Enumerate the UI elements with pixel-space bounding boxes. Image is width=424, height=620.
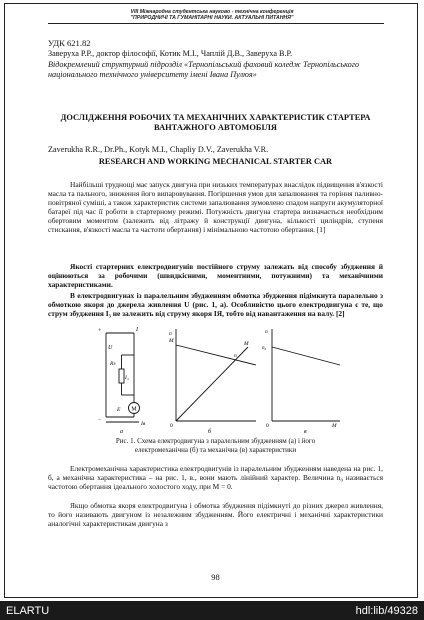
label-c: в bbox=[304, 429, 307, 435]
torque-line-b bbox=[176, 347, 248, 421]
title-en: RESEARCH AND WORKING MECHANICAL STARTER CAR bbox=[98, 157, 333, 166]
label-iya: Iя bbox=[141, 421, 146, 427]
conference-line-1: VIII Міжнародна студентська науково - технічна конференція bbox=[130, 9, 294, 15]
paragraph-1: Найбільші труднощі має запуск двигуна при низьких температурах внаслідок підвищення в'язкості масла та пального, зниження його випаровування. Погіршення умов для запалювання та горіння паливно-повітряної суміші, а також характеристик системи запалювання зумовлено спадом напруги акумуляторної батареї під час її роботи в стартерному режимі. Потужність двигуна стартера визначається необхідним обертовим моментом (залежить від літражу й конструкції двигуна, кількості циліндрів, ступеня стискання, в'язкості масла та частоти обертання) і мінімальною частотою обертання. [1] bbox=[48, 180, 383, 234]
footer-repository-name: ELARTU bbox=[6, 605, 50, 617]
figure-1 bbox=[84, 325, 344, 435]
axis-label-n-c: n bbox=[265, 329, 268, 335]
origin-b: 0 bbox=[170, 423, 173, 429]
label-i: I bbox=[136, 327, 138, 333]
paragraph-2: Якості стартерних електродвигунів постійного струму залежать від способу збудження й оцінюються за робочими (швидкісними, моментними, потужними) та механічними характеристиками. bbox=[48, 262, 383, 289]
conference-line-2: "ПРИРОДНИЧІ ТА ГУМАНІТАРНІ НАУКИ. АКТУАЛЬНІ ПИТАННЯ" bbox=[130, 15, 294, 21]
footer-bar bbox=[0, 601, 424, 620]
figure-caption-line-1: Рис. 1. Схема електродвигуна з паралельним збудженням (а) і його bbox=[115, 437, 316, 445]
label-e: E bbox=[117, 407, 121, 413]
label-iz: I₃ bbox=[125, 375, 129, 381]
authors-en: Zaverukha R.R., Dr.Ph., Kotyk M.I., Chapliy D.V., Zaverukha V.R. bbox=[48, 145, 269, 154]
title-ua: ДОСЛІДЖЕННЯ РОБОЧИХ ТА МЕХАНІЧНИХ ХАРАКТЕРИСТИК СТАРТЕРА ВАНТАЖНОГО АВТОМОБІЛЯ bbox=[60, 113, 371, 132]
mechanical-line-c bbox=[272, 347, 340, 365]
motor-symbol-m: M bbox=[131, 406, 137, 413]
label-plus: + bbox=[98, 328, 102, 334]
origin-c: 0 bbox=[266, 423, 269, 429]
axis-label-n-b: n bbox=[169, 331, 172, 337]
paragraph-3: В електродвигунах із паралельним збудженням обмотка збудження підімкнута паралельно з обмоткою якоря до джерела живлення U (рис. 1, а). Особливістю цього електродвигуна є те, що струм збудження I₃ не залежить від струму якоря IЯ, тобто від навантаження на валу. [2] bbox=[48, 291, 383, 318]
label-u: U bbox=[108, 345, 113, 351]
label-rz: Rз bbox=[110, 361, 116, 367]
label-minus: − bbox=[98, 417, 102, 423]
authors-ua: Заверуха Р.Р., доктор філософії, Котик М.І., Чаплій Д.В., Заверуха В.Р. bbox=[48, 49, 293, 58]
graph-c bbox=[272, 329, 340, 421]
speed-line-b bbox=[176, 345, 256, 365]
label-a: а bbox=[120, 429, 123, 435]
curve-label-n: n bbox=[234, 353, 237, 359]
curve-label-m: M bbox=[244, 341, 249, 347]
axis-label-m-b: M bbox=[169, 338, 174, 344]
page-number: 98 bbox=[211, 572, 220, 582]
axis-label-m-c: M bbox=[332, 423, 337, 429]
paragraph-5: Якщо обмотка якоря електродвигуна і обмотка збудження підімкнуті до різних джерел живлення, то його називають двигуном із незалежним збудженням. Його електричні і механічні характеристики аналогічні характеристикам двигуна з bbox=[48, 501, 383, 528]
label-n0: n₀ bbox=[262, 346, 267, 351]
figure-caption-line-2: електромеханічна (б) та механічна (в) характеристики bbox=[134, 446, 297, 454]
header-rule bbox=[48, 23, 384, 24]
paragraph-4: Електромеханічна характеристика електродвигунів із паралельним збудженням наведена на рис. 1, б, а механічна характеристика – на рис. 1, в., вони мають лінійний характер. Величина n₀ називається частотою обертання ідеального холостого ходу, при M = 0. bbox=[48, 464, 383, 491]
footer-handle: hdl:lib/49328 bbox=[355, 605, 418, 617]
udk-code: УДК 621.82 bbox=[48, 38, 91, 48]
label-b: б bbox=[208, 429, 212, 435]
affiliation: Відокремлений структурний підрозділ «Тернопільський фаховий коледж Тернопільського національного технічного університету імені Івана Пулюя» bbox=[48, 60, 360, 79]
